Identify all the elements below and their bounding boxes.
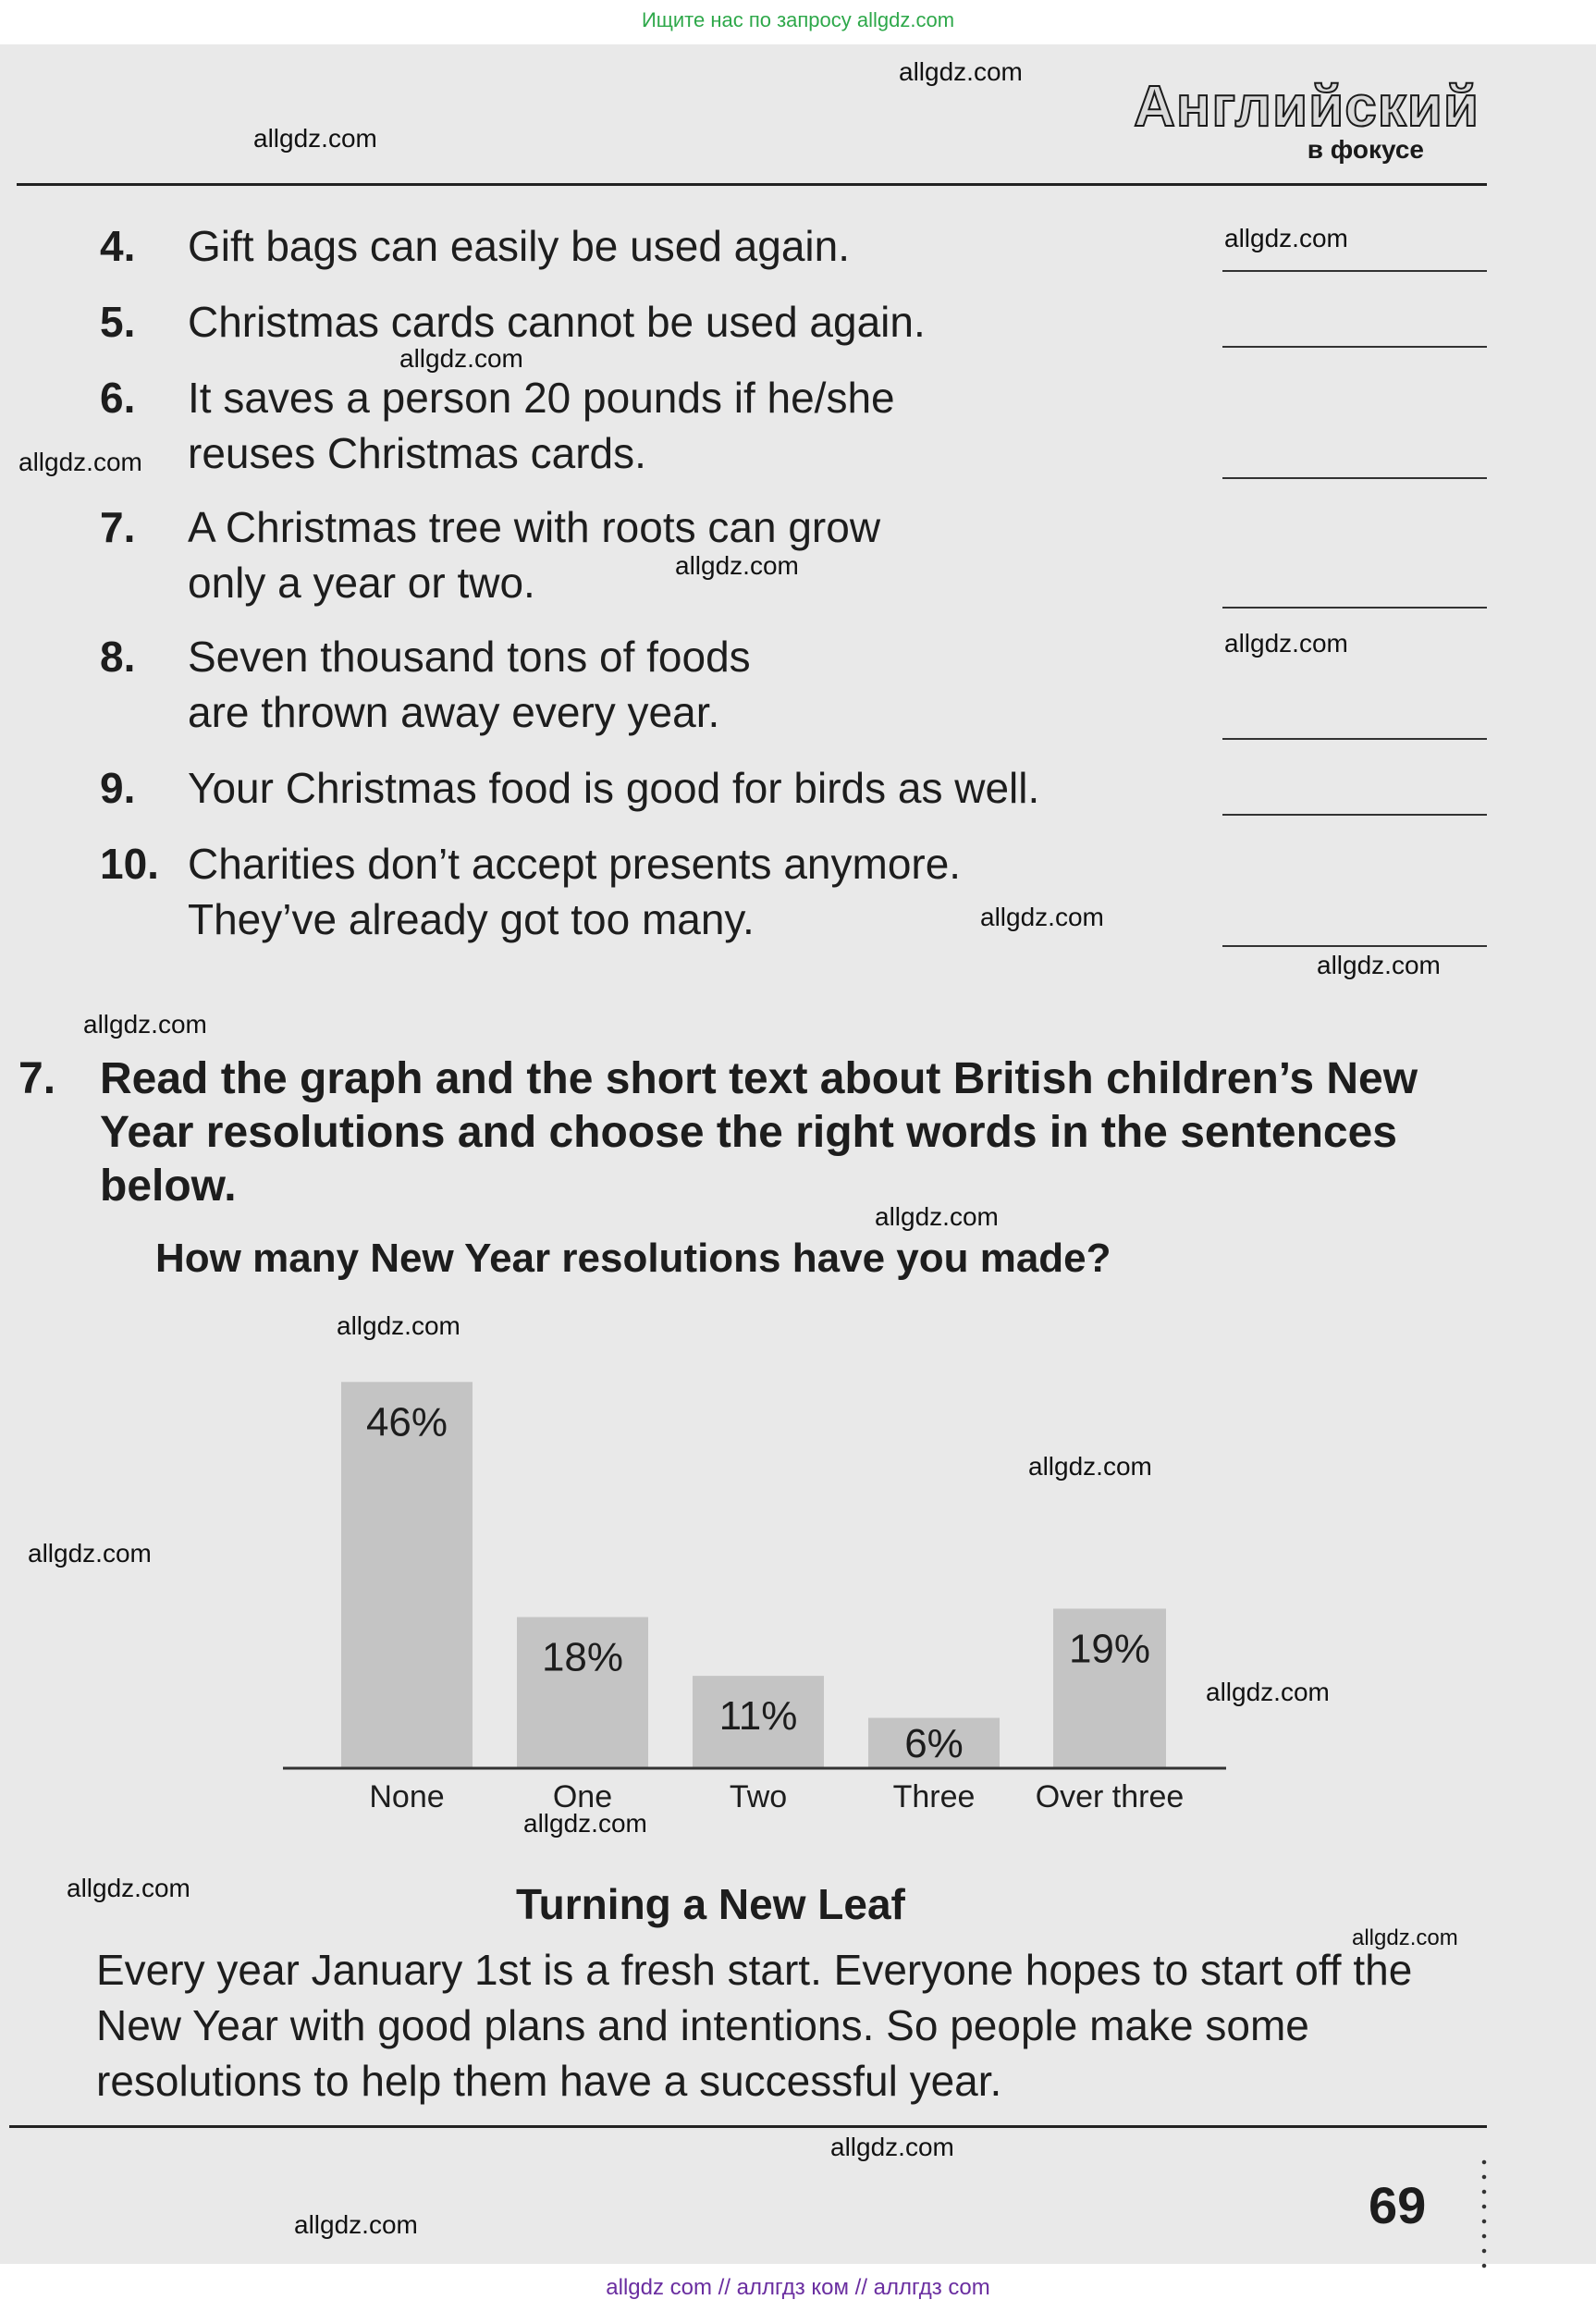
watermark: allgdz.com (67, 1874, 190, 1902)
watermark: allgdz.com (83, 1010, 207, 1039)
statement-item (100, 760, 1039, 816)
watermark: allgdz.com (980, 903, 1104, 931)
statement-number: 4. (100, 222, 136, 270)
top-banner: Ищите нас по запросу allgdz.com (641, 8, 955, 31)
statement-item (100, 836, 961, 947)
x-tick-label: Over three (1035, 1779, 1185, 1814)
statement-number: 9. (100, 764, 136, 812)
statement-number: 10. (100, 840, 159, 888)
x-tick-label: None (369, 1779, 445, 1814)
watermark: allgdz.com (675, 551, 799, 580)
watermark: allgdz.com (18, 448, 142, 476)
answer-blank[interactable] (1222, 346, 1487, 348)
statement-line (100, 499, 880, 555)
statement-text-continued: They’ve already got too many. (188, 895, 755, 943)
statement-number: 6. (100, 374, 136, 422)
statement-item (100, 370, 895, 481)
statement-text: Christmas cards cannot be used again. (188, 298, 926, 346)
header-rule (17, 183, 1487, 186)
watermark: allgdz.com (294, 2210, 418, 2239)
task-7 (18, 1052, 1507, 1213)
statement-text-continued: reuses Christmas cards. (188, 429, 646, 477)
task-instructions: Read the graph and the short text about British children’s New Year resolutions and choose the right words in the sentences below. (100, 1054, 1418, 1211)
bar-value-label: 19% (1068, 1626, 1151, 1672)
footer-rule (9, 2125, 1487, 2128)
statement-text: Gift bags can easily be used again. (188, 222, 851, 270)
page-number: 69 (1369, 2176, 1427, 2234)
text-body: Every year January 1st is a fresh start. Everyone hopes to start off the New Year with good plans and intentions. So people make some resolutions to help them have a successful year. (96, 1946, 1413, 2105)
x-tick-label: Two (729, 1779, 788, 1814)
answer-blank[interactable] (1222, 738, 1487, 740)
bar-value-label: 11% (718, 1693, 798, 1740)
watermark: allgdz.com (1352, 1925, 1458, 1950)
statement-line (100, 294, 926, 350)
resolutions-bar-chart (0, 1332, 1596, 1831)
answer-blank[interactable] (1222, 814, 1487, 816)
statement-number: 7. (100, 503, 136, 551)
answer-blank[interactable] (1222, 607, 1487, 609)
logo-subtitle: в фокусе (1307, 135, 1424, 164)
statement-text: A Christmas tree with roots can grow (188, 503, 881, 551)
bar-value-label: 46% (365, 1399, 448, 1445)
statement-text: Your Christmas food is good for birds as well. (188, 764, 1040, 812)
answer-blank[interactable] (1222, 945, 1487, 947)
watermark: allgdz.com (1224, 224, 1348, 252)
statement-line (100, 629, 751, 684)
watermark: allgdz.com (830, 2133, 954, 2161)
watermark: allgdz.com (1224, 629, 1348, 658)
chart-title: How many New Year resolutions have you made? (155, 1236, 1111, 1281)
text-title: Turning a New Leaf (516, 1880, 905, 1928)
statement-text-continued: are thrown away every year. (188, 688, 720, 736)
answer-blank[interactable] (1222, 477, 1487, 479)
watermark: allgdz.com (899, 57, 1023, 86)
watermark: allgdz.com (1028, 1452, 1152, 1481)
statement-text: It saves a person 20 pounds if he/she (188, 374, 895, 422)
watermark: allgdz.com (253, 124, 377, 153)
x-tick-label: One (552, 1779, 613, 1814)
watermark: allgdz.com (337, 1311, 460, 1340)
statement-text-continued: only a year or two. (188, 559, 535, 607)
book-logo (1134, 74, 1489, 166)
statement-text: Charities don’t accept presents anymore. (188, 840, 962, 888)
answer-blank[interactable] (1222, 270, 1487, 272)
statement-number: 8. (100, 633, 136, 681)
watermark: allgdz.com (523, 1809, 647, 1838)
watermark: allgdz.com (399, 344, 523, 373)
statement-line (100, 218, 850, 274)
statement-line (100, 370, 895, 425)
statement-line (100, 760, 1039, 816)
task-number: 7. (18, 1054, 56, 1103)
watermark: allgdz.com (1206, 1678, 1330, 1706)
page-edge-dots (1481, 2155, 1487, 2275)
watermark: allgdz.com (1317, 951, 1441, 979)
bottom-banner: allgdz com // аллгдз ком // аллгдз com (606, 2275, 990, 2300)
statement-number: 5. (100, 298, 136, 346)
statement-text: Seven thousand tons of foods (188, 633, 751, 681)
x-tick-label: Three (892, 1779, 976, 1814)
bar-value-label: 6% (904, 1721, 964, 1766)
statement-item (100, 294, 926, 350)
watermark: allgdz.com (875, 1202, 999, 1231)
statement-line (100, 836, 961, 892)
watermark: allgdz.com (28, 1539, 152, 1568)
statement-item (100, 629, 751, 740)
bar-value-label: 18% (541, 1634, 624, 1680)
statement-item (100, 218, 850, 274)
logo-title: Английский (1134, 75, 1479, 139)
